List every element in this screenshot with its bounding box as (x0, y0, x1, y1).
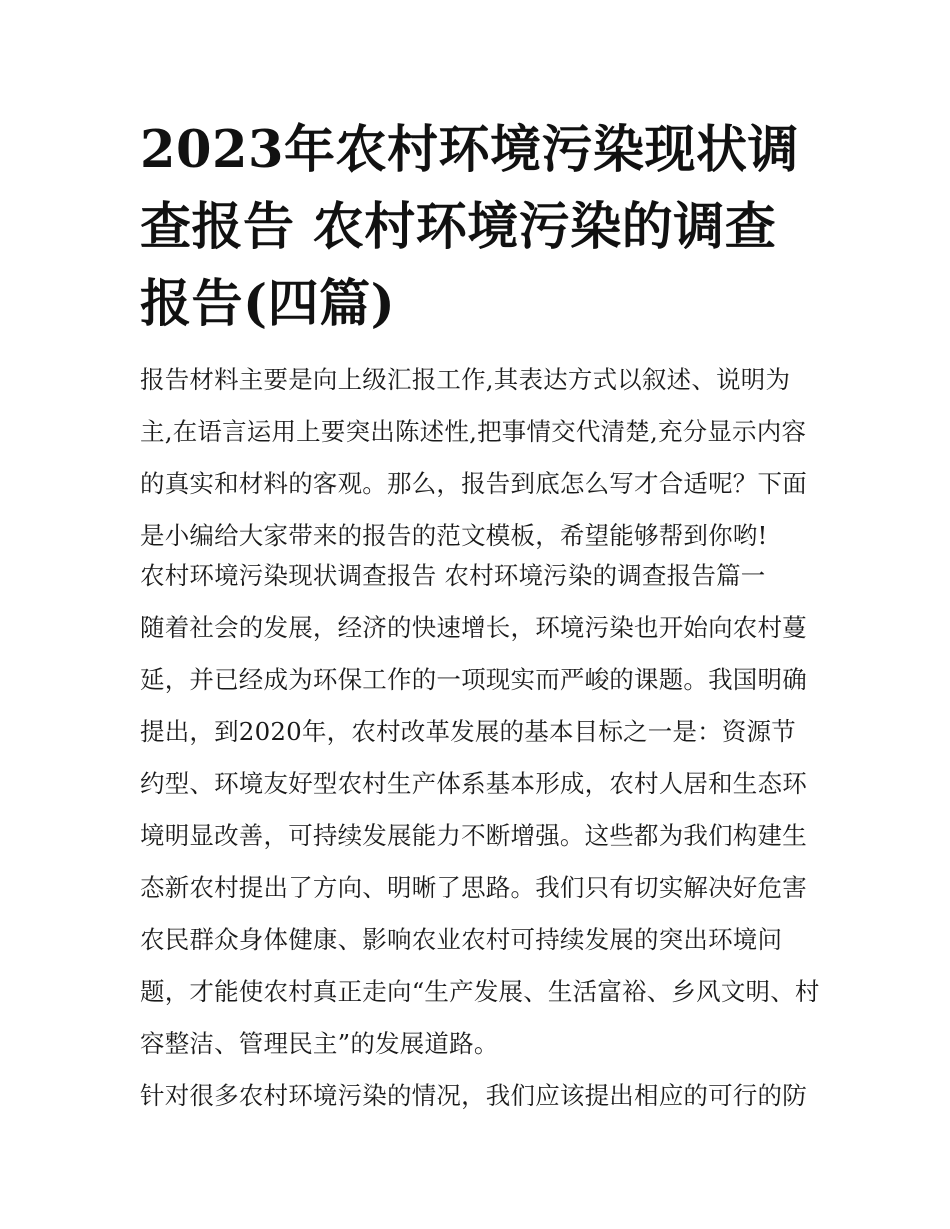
intro-paragraph: 报告材料主要是向上级汇报工作,其表达方式以叙述、说明为主,在语言运用上要突出陈述性,把事情交代清楚,充分显示内容的真实和材料的客观。那么，报告到底怎么写才合适呢？下面是小编给大家带来的报告的范文模板，希望能够帮到你哟! (140, 365, 807, 550)
document-title: 2023年农村环境污染现状调查报告 农村环境污染的调查报告(四篇) (140, 120, 799, 334)
body-paragraph: 随着社会的发展，经济的快速增长，环境污染也开始向农村蔓延，并已经成为环保工作的一项现实而严峻的课题。我国明确提出，到2020年，农村改革发展的基本目标之一是：资源节约型、环境友好型农村生产体系基本形成，农村人居和生态环境明显改善，可持续发展能力不断增强。这些都为我们构建生态新农村提出了方向、明晰了思路。我们只有切实解决好危害农民群众身体健康、影响农业农村可持续发展的突出环境问题，才能使农村真正走向“生产发展、生活富裕、乡风文明、村容整洁、管理民主”的发展道路。 (140, 613, 820, 1058)
section-heading: 农村环境污染现状调查报告 农村环境污染的调查报告篇一 (140, 561, 766, 590)
body-paragraph-continued: 针对很多农村环境污染的情况，我们应该提出相应的可行的防 (140, 1081, 807, 1110)
